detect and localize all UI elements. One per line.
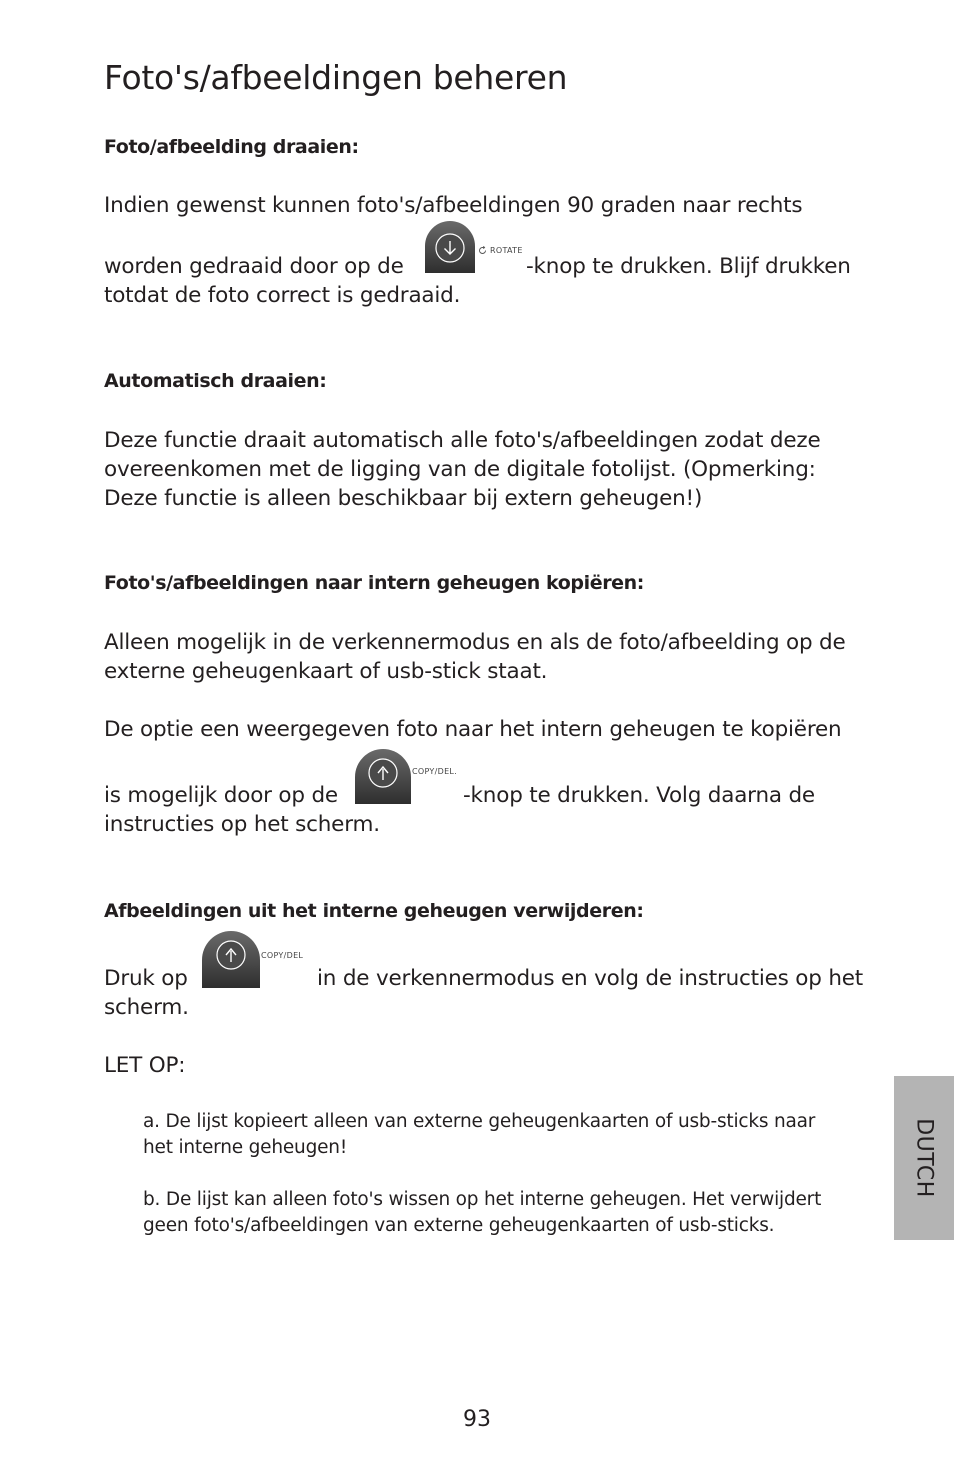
warning-label: LET OP: <box>104 1053 186 1078</box>
rotate-text-line-2-start: worden gedraaid door op de <box>104 254 404 279</box>
copy-text-line-5: instructies op het scherm. <box>104 812 380 837</box>
section-heading-rotate: Foto/afbeelding draaien: <box>104 136 359 158</box>
rotate-text-line-2-end: -knop te drukken. Blijf drukken <box>526 254 851 279</box>
rotate-button-caption: ROTATE <box>490 246 523 255</box>
section-heading-delete: Afbeeldingen uit het interne geheugen verwijderen: <box>104 900 644 922</box>
language-label: DUTCH <box>911 1118 937 1198</box>
copy-del-button-icon <box>353 747 413 805</box>
note-b-line-2: geen foto's/afbeeldingen van externe geheugenkaarten of usb-sticks. <box>143 1215 775 1236</box>
copy-del-button-caption: COPY/DEL. <box>412 767 458 776</box>
rotate-arrow-icon <box>478 246 487 255</box>
section-heading-copy: Foto's/afbeeldingen naar intern geheugen kopiëren: <box>104 572 644 594</box>
page-number: 93 <box>463 1407 491 1432</box>
rotate-text-line-3: totdat de foto correct is gedraaid. <box>104 283 461 308</box>
auto-rotate-text-line-2: overeenkomen met de ligging van de digitale fotolijst. (Opmerking: <box>104 457 816 482</box>
copy-text-line-4-start: is mogelijk door op de <box>104 783 338 808</box>
language-side-tab <box>894 1076 954 1240</box>
auto-rotate-text-line-1: Deze functie draait automatisch alle foto's/afbeeldingen zodat deze <box>104 428 821 453</box>
copy-del-button-icon-2 <box>200 929 262 989</box>
copy-text-line-4-end: -knop te drukken. Volg daarna de <box>463 783 815 808</box>
copy-del-button-caption-2: COPY/DEL <box>261 951 304 960</box>
rotate-text-line-1: Indien gewenst kunnen foto's/afbeeldingen 90 graden naar rechts <box>104 193 803 218</box>
auto-rotate-text-line-3: Deze functie is alleen beschikbaar bij extern geheugen!) <box>104 486 703 511</box>
copy-text-line-3: De optie een weergegeven foto naar het intern geheugen te kopiëren <box>104 717 842 742</box>
section-heading-auto-rotate: Automatisch draaien: <box>104 370 327 392</box>
note-b-line-1: b. De lijst kan alleen foto's wissen op het interne geheugen. Het verwijdert <box>143 1189 822 1210</box>
note-a-line-1: a. De lijst kopieert alleen van externe geheugenkaarten of usb-sticks naar <box>143 1111 816 1132</box>
copy-text-line-1: Alleen mogelijk in de verkennermodus en als de foto/afbeelding op de <box>104 630 846 655</box>
delete-text-line-1-end: in de verkennermodus en volg de instructies op het <box>317 966 864 991</box>
note-a-line-2: het interne geheugen! <box>143 1137 348 1158</box>
page-title: Foto's/afbeeldingen beheren <box>104 58 568 97</box>
delete-text-line-2: scherm. <box>104 995 189 1020</box>
rotate-button-icon <box>423 219 477 275</box>
delete-text-line-1-start: Druk op <box>104 966 188 991</box>
copy-text-line-2: externe geheugenkaart of usb-stick staat. <box>104 659 548 684</box>
